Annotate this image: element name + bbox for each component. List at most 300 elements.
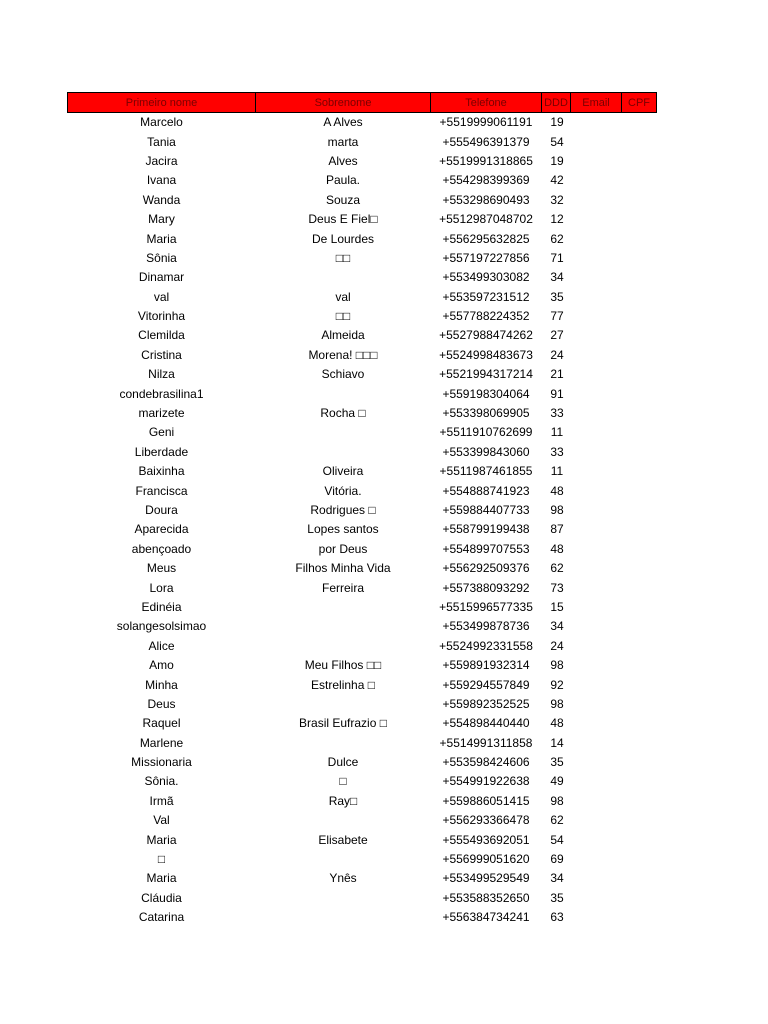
last-name-cell: A Alves [323, 115, 363, 130]
ddd-cell: 15 [550, 599, 564, 614]
table-row [68, 307, 657, 326]
ddd-cell: 42 [550, 173, 564, 188]
first-name-cell: Edinéia [141, 599, 182, 614]
last-name-cell: Souza [325, 192, 361, 207]
last-name-cell [256, 734, 431, 753]
table-row [68, 656, 657, 675]
ddd-cell: 11 [550, 425, 564, 440]
email-cell [571, 307, 622, 326]
phone-cell: +555496391379 [442, 134, 530, 149]
last-name-cell: □ [339, 774, 347, 789]
cpf-cell [622, 540, 657, 559]
phone-cell: +556295632825 [442, 231, 530, 246]
email-cell [571, 772, 622, 791]
last-name-cell: marta [327, 134, 359, 149]
phone-cell: +5511910762699 [439, 425, 533, 440]
last-name-cell: Ynês [329, 871, 357, 886]
table-row [68, 850, 657, 869]
ddd-cell: 21 [550, 367, 564, 382]
email-cell [571, 675, 622, 694]
last-name-cell [256, 637, 431, 656]
email-cell [571, 792, 622, 811]
ddd-cell: 63 [550, 910, 564, 925]
table-row [68, 598, 657, 617]
last-name-cell [256, 423, 431, 442]
cpf-cell [622, 811, 657, 830]
first-name-cell: Wanda [142, 192, 181, 207]
cpf-cell [622, 249, 657, 268]
phone-cell: +554298399369 [442, 173, 530, 188]
ddd-cell: 69 [550, 852, 564, 867]
last-name-cell: Oliveira [322, 464, 364, 479]
ddd-cell: 98 [550, 503, 564, 517]
cpf-cell [622, 346, 657, 365]
first-name-cell: Maria [146, 231, 177, 246]
ddd-cell: 34 [550, 270, 564, 285]
ddd-cell: 92 [550, 677, 564, 692]
last-name-cell: Deus E Fiel□ [308, 212, 378, 227]
ddd-cell: 98 [550, 793, 564, 808]
first-name-cell: solangesolsimao [116, 619, 207, 634]
phone-cell: +559294557849 [442, 677, 530, 692]
last-name-cell [256, 384, 431, 403]
last-name-cell: Brasil Eufrazio □ [299, 716, 387, 731]
last-name-cell: □□ [335, 309, 351, 324]
email-cell [571, 734, 622, 753]
ddd-cell: 12 [550, 212, 564, 227]
cpf-cell [622, 869, 657, 888]
ddd-cell: 19 [550, 115, 564, 130]
first-name-cell: Cristina [141, 347, 182, 362]
cpf-cell [622, 714, 657, 733]
cpf-cell [622, 423, 657, 442]
table-row [68, 443, 657, 462]
first-name-cell: Nilza [148, 367, 175, 382]
last-name-cell: De Lourdes [311, 231, 375, 246]
email-cell [571, 462, 622, 481]
first-name-cell: Maria [146, 871, 177, 886]
phone-cell: +556384734241 [442, 910, 530, 925]
table-row [68, 113, 657, 133]
ddd-cell: 98 [550, 696, 564, 711]
table-row [68, 908, 657, 927]
first-name-cell: Mary [148, 212, 175, 227]
header-cpf: CPF [622, 93, 657, 113]
first-name-cell: marizete [138, 406, 185, 421]
table-row [68, 481, 657, 500]
phone-cell: +553399843060 [442, 444, 530, 459]
email-cell [571, 288, 622, 307]
header-telefone: Telefone [431, 93, 542, 113]
phone-cell: +5519999061191 [439, 115, 533, 130]
cpf-cell [622, 113, 657, 133]
phone-cell: +559886051415 [442, 793, 530, 808]
cpf-cell [622, 772, 657, 791]
last-name-cell: Dulce [327, 755, 359, 770]
last-name-cell: por Deus [318, 541, 368, 556]
last-name-cell: Almeida [321, 328, 365, 343]
cpf-cell [622, 481, 657, 500]
first-name-cell: Maria [146, 832, 177, 847]
phone-cell: +5511987461855 [439, 464, 533, 479]
ddd-cell: 87 [550, 522, 564, 537]
last-name-cell [256, 889, 431, 908]
first-name-cell: Val [153, 813, 170, 828]
email-cell [571, 423, 622, 442]
ddd-cell: 33 [550, 406, 564, 421]
last-name-cell: Ferreira [321, 580, 364, 595]
last-name-cell [256, 617, 431, 636]
email-cell [571, 404, 622, 423]
email-cell [571, 540, 622, 559]
last-name-cell [256, 850, 431, 869]
table-row [68, 462, 657, 481]
last-name-cell: Ray□ [328, 793, 358, 808]
cpf-cell [622, 307, 657, 326]
table-row [68, 889, 657, 908]
last-name-cell: Alves [328, 153, 358, 168]
first-name-cell: abençoado [131, 541, 192, 556]
first-name-cell: Ivana [146, 173, 177, 188]
ddd-cell: 35 [550, 755, 564, 770]
last-name-cell [256, 908, 431, 927]
first-name-cell: Vitorinha [137, 309, 186, 324]
ddd-cell: 32 [550, 192, 564, 207]
table-row [68, 191, 657, 210]
last-name-cell: Rodrigues □ [310, 503, 376, 517]
first-name-cell: Minha [145, 677, 178, 692]
phone-cell: +558799199438 [442, 522, 530, 537]
table-row [68, 734, 657, 753]
phone-cell: +5527988474262 [439, 328, 533, 343]
first-name-cell: Cláudia [141, 890, 182, 905]
cpf-cell [622, 850, 657, 869]
ddd-cell: 48 [550, 483, 564, 498]
email-cell [571, 481, 622, 500]
email-cell [571, 520, 622, 539]
phone-cell: +553598424606 [442, 755, 530, 770]
cpf-cell [622, 288, 657, 307]
table-row [68, 811, 657, 830]
first-name-cell: Geni [148, 425, 175, 440]
cpf-cell [622, 637, 657, 656]
email-cell [571, 850, 622, 869]
cpf-cell [622, 578, 657, 597]
email-cell [571, 578, 622, 597]
first-name-cell: Lora [149, 580, 174, 595]
first-name-cell: Irmã [149, 793, 174, 808]
email-cell [571, 346, 622, 365]
cpf-cell [622, 384, 657, 403]
phone-cell: +5514991311858 [439, 735, 533, 750]
phone-cell: +553298690493 [442, 192, 530, 207]
phone-cell: +557388093292 [442, 580, 530, 595]
last-name-cell [256, 598, 431, 617]
cpf-cell [622, 656, 657, 675]
first-name-cell: Clemilda [138, 328, 185, 343]
last-name-cell [256, 695, 431, 714]
ddd-cell: 49 [550, 774, 564, 789]
ddd-cell: 34 [550, 871, 564, 886]
ddd-cell: 14 [550, 735, 564, 750]
phone-cell: +553499303082 [442, 270, 530, 285]
phone-cell: +557197227856 [442, 250, 530, 265]
table-row [68, 210, 657, 229]
email-cell [571, 830, 622, 849]
table-row [68, 714, 657, 733]
last-name-cell: Elisabete [318, 832, 368, 847]
first-name-cell: Tania [147, 134, 176, 149]
table-row [68, 501, 657, 520]
phone-cell: +553597231512 [442, 289, 530, 304]
cpf-cell [622, 210, 657, 229]
phone-cell: +556999051620 [442, 852, 530, 867]
ddd-cell: 35 [550, 890, 564, 905]
phone-cell: +559891932314 [442, 658, 530, 673]
ddd-cell: 35 [550, 289, 564, 304]
table-row [68, 675, 657, 694]
email-cell [571, 443, 622, 462]
cpf-cell [622, 792, 657, 811]
table-row [68, 346, 657, 365]
last-name-cell: val [335, 289, 351, 304]
table-row [68, 869, 657, 888]
first-name-cell: Doura [145, 503, 178, 517]
phone-cell: +5524998483673 [439, 347, 533, 362]
header-ddd: DDD [542, 93, 571, 113]
phone-cell: +554991922638 [442, 774, 530, 789]
table-row [68, 792, 657, 811]
email-cell [571, 210, 622, 229]
table-row [68, 404, 657, 423]
first-name-cell: Missionaria [131, 755, 192, 770]
ddd-cell: 24 [550, 347, 564, 362]
table-row [68, 268, 657, 287]
email-cell [571, 695, 622, 714]
table-row [68, 249, 657, 268]
first-name-cell: Aparecida [134, 522, 189, 537]
table-row [68, 578, 657, 597]
first-name-cell: Dinamar [138, 270, 185, 285]
cpf-cell [622, 191, 657, 210]
table-row [68, 520, 657, 539]
cpf-cell [622, 675, 657, 694]
cpf-cell [622, 152, 657, 171]
last-name-cell: Filhos Minha Vida [295, 561, 391, 576]
first-name-cell: Catarina [138, 910, 185, 925]
ddd-cell: 77 [550, 309, 564, 324]
email-cell [571, 191, 622, 210]
table-row [68, 830, 657, 849]
phone-cell: +5519991318865 [439, 153, 533, 168]
email-cell [571, 501, 622, 520]
email-cell [571, 171, 622, 190]
table-row [68, 384, 657, 403]
table-row [68, 540, 657, 559]
email-cell [571, 559, 622, 578]
table-row [68, 132, 657, 151]
table-body [68, 113, 657, 928]
contacts-table [67, 92, 657, 927]
phone-cell: +559884407733 [442, 503, 530, 517]
first-name-cell: Sônia. [144, 774, 179, 789]
ddd-cell: 27 [550, 328, 564, 343]
email-cell [571, 598, 622, 617]
last-name-cell: Rocha □ [320, 406, 366, 421]
table-row [68, 171, 657, 190]
cpf-cell [622, 520, 657, 539]
ddd-cell: 62 [550, 813, 564, 828]
ddd-cell: 11 [550, 464, 564, 479]
phone-cell: +5512987048702 [439, 212, 533, 227]
cpf-cell [622, 326, 657, 345]
ddd-cell: 91 [550, 386, 564, 401]
email-cell [571, 249, 622, 268]
cpf-cell [622, 908, 657, 927]
phone-cell: +554898440440 [442, 716, 530, 731]
phone-cell: +554899707553 [442, 541, 530, 556]
table-row [68, 637, 657, 656]
header-email: Email [571, 93, 622, 113]
phone-cell: +559198304064 [442, 386, 530, 401]
first-name-cell: Liberdade [134, 444, 189, 459]
cpf-cell [622, 443, 657, 462]
last-name-cell [256, 811, 431, 830]
cpf-cell [622, 132, 657, 151]
first-name-cell: Marcelo [140, 115, 183, 130]
email-cell [571, 113, 622, 133]
last-name-cell: Meu Filhos □□ [304, 658, 382, 673]
table-row [68, 288, 657, 307]
last-name-cell: Schiavo [321, 367, 365, 382]
cpf-cell [622, 501, 657, 520]
last-name-cell [256, 268, 431, 287]
first-name-cell: Alice [148, 638, 175, 653]
table-row [68, 695, 657, 714]
ddd-cell: 24 [550, 638, 564, 653]
email-cell [571, 268, 622, 287]
first-name-cell: val [153, 289, 170, 304]
phone-cell: +555493692051 [442, 832, 530, 847]
email-cell [571, 753, 622, 772]
table-row [68, 772, 657, 791]
email-cell [571, 229, 622, 248]
ddd-cell: 34 [550, 619, 564, 634]
header-sobrenome: Sobrenome [256, 93, 431, 113]
cpf-cell [622, 229, 657, 248]
cpf-cell [622, 889, 657, 908]
cpf-cell [622, 617, 657, 636]
phone-cell: +557788224352 [442, 309, 530, 324]
table-row [68, 229, 657, 248]
phone-cell: +556292509376 [442, 561, 530, 576]
phone-cell: +553588352650 [442, 890, 530, 905]
last-name-cell: Lopes santos [307, 522, 379, 537]
header-primeiro-nome: Primeiro nome [68, 93, 256, 113]
ddd-cell: 54 [550, 832, 564, 847]
last-name-cell: Vitória. [324, 483, 362, 498]
first-name-cell: □ [157, 852, 166, 867]
email-cell [571, 637, 622, 656]
ddd-cell: 62 [550, 231, 564, 246]
email-cell [571, 326, 622, 345]
first-name-cell: condebrasilina1 [119, 386, 204, 401]
ddd-cell: 19 [550, 153, 564, 168]
email-cell [571, 617, 622, 636]
cpf-cell [622, 404, 657, 423]
email-cell [571, 889, 622, 908]
email-cell [571, 811, 622, 830]
cpf-cell [622, 734, 657, 753]
first-name-cell: Jacira [145, 153, 178, 168]
ddd-cell: 48 [550, 716, 564, 731]
phone-cell: +5521994317214 [439, 367, 533, 382]
first-name-cell: Deus [147, 696, 176, 711]
header-row [68, 93, 657, 113]
phone-cell: +553499878736 [442, 619, 530, 634]
table-row [68, 753, 657, 772]
ddd-cell: 33 [550, 444, 564, 459]
ddd-cell: 48 [550, 541, 564, 556]
email-cell [571, 384, 622, 403]
first-name-cell: Sônia [146, 250, 177, 265]
phone-cell: +5515996577335 [439, 599, 533, 614]
last-name-cell: Morena! □□□ [308, 347, 378, 362]
first-name-cell: Amo [149, 658, 174, 673]
ddd-cell: 71 [550, 250, 564, 265]
ddd-cell: 73 [550, 580, 564, 595]
cpf-cell [622, 598, 657, 617]
last-name-cell: Estrelinha □ [311, 677, 375, 692]
phone-cell: +553499529549 [442, 871, 530, 886]
first-name-cell: Meus [146, 561, 177, 576]
last-name-cell: Paula. [325, 173, 361, 188]
ddd-cell: 54 [550, 134, 564, 149]
email-cell [571, 714, 622, 733]
email-cell [571, 365, 622, 384]
cpf-cell [622, 830, 657, 849]
first-name-cell: Francisca [135, 483, 188, 498]
first-name-cell: Raquel [142, 716, 181, 731]
phone-cell: +553398069905 [442, 406, 530, 421]
table-row [68, 617, 657, 636]
table-row [68, 365, 657, 384]
email-cell [571, 132, 622, 151]
cpf-cell [622, 559, 657, 578]
cpf-cell [622, 268, 657, 287]
email-cell [571, 656, 622, 675]
table-row [68, 559, 657, 578]
email-cell [571, 152, 622, 171]
phone-cell: +556293366478 [442, 813, 530, 828]
email-cell [571, 908, 622, 927]
first-name-cell: Baixinha [138, 464, 185, 479]
spreadsheet-page [67, 92, 657, 927]
cpf-cell [622, 171, 657, 190]
phone-cell: +554888741923 [442, 483, 530, 498]
ddd-cell: 62 [550, 561, 564, 576]
phone-cell: +559892352525 [442, 696, 530, 711]
cpf-cell [622, 753, 657, 772]
ddd-cell: 98 [550, 658, 564, 673]
last-name-cell [256, 443, 431, 462]
phone-cell: +5524992331558 [439, 638, 533, 653]
table-row [68, 152, 657, 171]
first-name-cell: Marlene [139, 735, 184, 750]
cpf-cell [622, 365, 657, 384]
table-row [68, 423, 657, 442]
cpf-cell [622, 462, 657, 481]
